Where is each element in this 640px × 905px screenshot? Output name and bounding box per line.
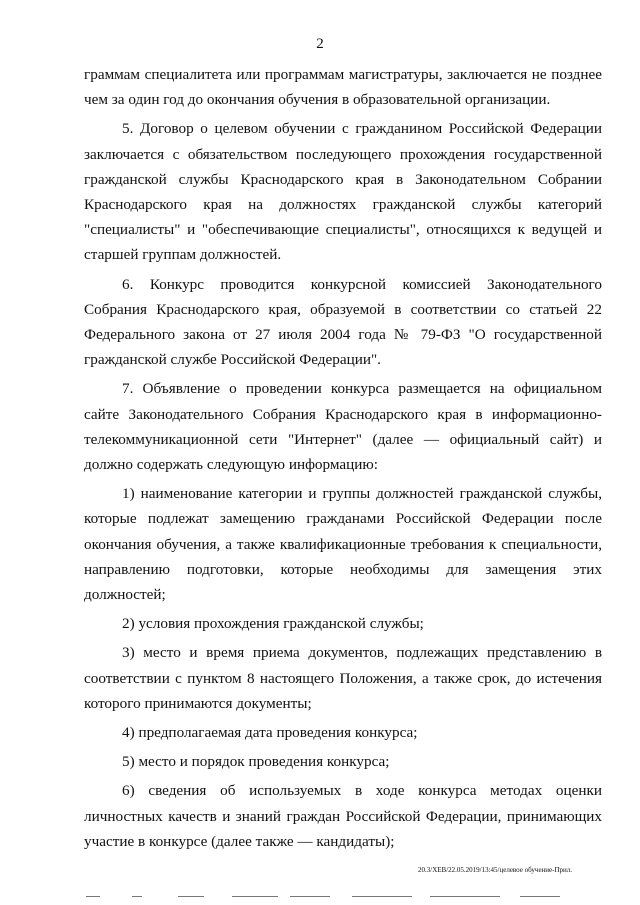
scan-mark — [132, 896, 142, 897]
paragraph: 2) условия прохождения гражданской службы; — [122, 615, 424, 633]
paragraph: 6. Конкурс проводится конкурсной комиссией Законодательного Собрания Краснодарского края, образуемой в соответствии со статьей 22 Федерального закона от 27 июля 2004 года № 79-ФЗ "О государственной гражданской службе Российской Федерации". — [84, 275, 602, 369]
paragraph: граммам специалитета или программам магистратуры, заключается не позднее чем за один год до окончания обучения в образовательной организации. — [84, 66, 602, 109]
paragraph: 1) наименование категории и группы должностей гражданской службы, которые подлежат замещению гражданами Российской Федерации после окончания обучения, а также квалификационные требования к специальности, направлению подготовки, которые необходимы для замещения этих должностей; — [84, 485, 602, 604]
paragraph: 3) место и время приема документов, подлежащих представлению в соответствии с пунктом 8 настоящего Положения, а также срок, до истечения которого принимаются документы; — [84, 644, 602, 712]
footer-document-code: 20.3/ХЕВ/22.05.2019/13:45/целевое обучение-Прил. — [418, 866, 573, 874]
scan-mark — [290, 896, 330, 897]
scan-mark — [86, 896, 100, 897]
scan-mark — [352, 896, 412, 897]
paragraph: 4) предполагаемая дата проведения конкурса; — [122, 724, 418, 742]
scan-mark — [430, 896, 500, 897]
paragraph: 7. Объявление о проведении конкурса размещается на официальном сайте Законодательного Собрания Краснодарского края в информационно-телекоммуникационной сети "Интернет" (далее — официальный сайт) и должно содержать следующую информацию: — [84, 380, 602, 474]
scan-mark — [232, 896, 278, 897]
paragraph: 5. Договор о целевом обучении с гражданином Российской Федерации заключается с обязательством последующего прохождения государственной гражданской службы Краснодарского края в Законодательном Собрании Краснодарского края на должностях гражданской службы категорий "специалисты" и "обеспечивающие специалисты", относящихся к ведущей и старшей группам должностей. — [84, 120, 602, 264]
scan-mark — [520, 896, 560, 897]
scan-mark — [178, 896, 204, 897]
paragraph: 5) место и порядок проведения конкурса; — [122, 753, 390, 771]
paragraph: 6) сведения об используемых в ходе конкурса методах оценки личностных качеств и знаний граждан Российской Федерации, принимающих участие в конкурсе (далее также — кандидаты); — [84, 782, 602, 850]
page-number: 2 — [316, 36, 324, 52]
scan-edge-marks — [0, 896, 640, 902]
document-body — [84, 62, 602, 858]
